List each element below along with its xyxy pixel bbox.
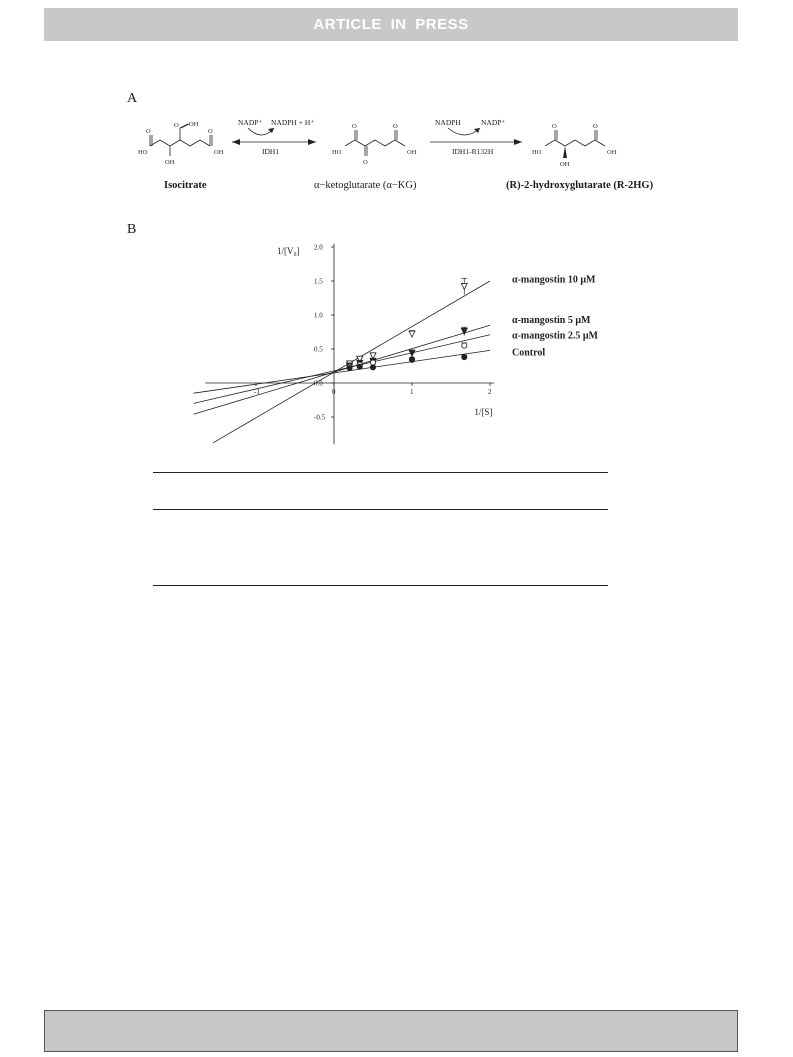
table-top-rule	[153, 472, 608, 473]
atom-oh: OH	[189, 121, 199, 128]
atom-ho: HO	[138, 149, 148, 156]
table-header-rule	[153, 509, 608, 510]
atom-o: O	[363, 159, 368, 166]
x-tick-label: 1	[410, 388, 414, 396]
atom-oh: OH	[165, 159, 175, 166]
atom-oh: OH	[407, 149, 417, 156]
atom-o: O	[393, 123, 398, 130]
series-label: α-mangostin 5 μM	[512, 314, 591, 326]
panel-a-label: A	[127, 91, 138, 106]
y-axis-label: 1/[V₀]	[277, 246, 300, 256]
fit-line	[194, 350, 490, 393]
y-tick-label: 2.0	[314, 243, 323, 252]
x-axis-label: 1/[S]	[474, 407, 493, 417]
atom-o: O	[352, 123, 357, 130]
table-bottom-rule	[153, 585, 608, 586]
r2hg-skeleton	[545, 140, 605, 146]
reaction1-cofactor-in: NADP⁺	[238, 118, 263, 127]
data-point	[462, 355, 467, 360]
arrowhead-right	[308, 139, 316, 145]
arrowhead-left	[232, 139, 240, 145]
banner-text: ARTICLE IN PRESS	[313, 16, 469, 33]
series-label: Control	[512, 347, 546, 359]
x-tick-label: 0	[332, 388, 336, 396]
y-tick-label: 0.0	[314, 379, 323, 388]
atom-o: O	[174, 122, 179, 129]
lineweaver-burk-plot	[0, 230, 793, 700]
series-label: α-mangostin 10 μM	[512, 274, 596, 286]
y-tick-label: 0.5	[314, 345, 323, 354]
x-tick-label: 2	[488, 388, 492, 396]
reaction2-cofactor-in: NADPH	[435, 118, 461, 127]
data-point	[461, 283, 467, 289]
atom-oh: OH	[607, 149, 617, 156]
reaction1-cofactor-out: NADPH + H⁺	[271, 118, 315, 127]
reaction2-cofactor-out: NADP⁺	[481, 118, 506, 127]
footer-citation-box	[44, 1010, 738, 1052]
fit-line	[194, 335, 490, 404]
atom-oh: OH	[214, 149, 224, 156]
data-point	[462, 343, 467, 348]
data-point	[347, 365, 352, 370]
panel-b-label: B	[127, 222, 137, 237]
atom-ho: HO	[332, 149, 342, 156]
y-tick-label: 1.0	[314, 311, 323, 320]
arrowhead-right-2	[514, 139, 522, 145]
data-point	[370, 365, 375, 370]
compound-r-2-hydroxyglutarate: (R)-2-hydroxyglutarate (R-2HG)	[506, 180, 654, 191]
atom-o: O	[146, 128, 151, 135]
reaction2-enzyme: IDH1-R132H	[452, 147, 494, 156]
atom-o: O	[208, 128, 213, 135]
data-point	[409, 357, 414, 362]
atom-oh: OH	[560, 161, 570, 168]
atom-o: O	[552, 123, 557, 130]
atom-ho: HO	[532, 149, 542, 156]
reaction1-enzyme: IDH1	[262, 147, 280, 156]
akg-skeleton	[345, 140, 405, 146]
y-tick-label: 1.5	[314, 277, 323, 286]
y-tick-label: -0.5	[314, 413, 326, 422]
fit-line	[194, 325, 490, 414]
r2hg-stereo-wedge	[563, 146, 567, 158]
reaction-scheme	[0, 0, 793, 230]
data-point	[409, 331, 415, 337]
compound-alpha-ketoglutarate: α−ketoglutarate (α−KG)	[314, 180, 417, 191]
series-label: α-mangostin 2.5 μM	[512, 330, 598, 342]
x-tick-label: -1	[254, 388, 260, 396]
compound-isocitrate: Isocitrate	[164, 180, 207, 191]
isocitrate-skeleton	[150, 140, 210, 146]
data-point	[357, 364, 362, 369]
atom-o: O	[593, 123, 598, 130]
